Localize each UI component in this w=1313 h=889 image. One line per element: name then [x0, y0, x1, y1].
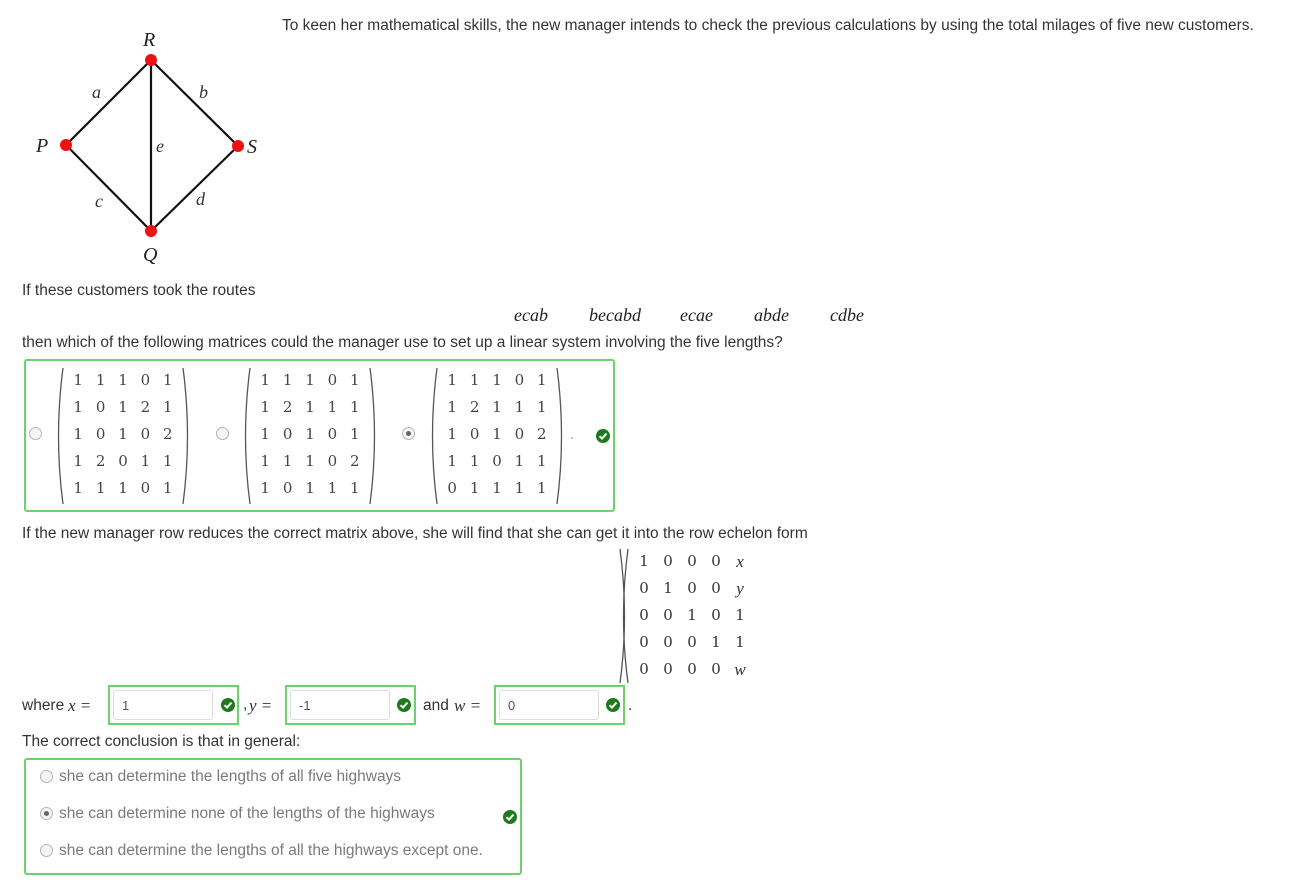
matrix-cell: 1: [163, 479, 173, 497]
matrix-row: [67, 475, 179, 502]
matrix-cell: 0: [663, 552, 673, 570]
matrix-cell: 1: [711, 633, 721, 651]
matrix-cell: 1: [282, 371, 293, 389]
matrix-cell: 1: [163, 371, 173, 389]
matrix-cell: 2: [140, 398, 151, 416]
matrix-option-3: [427, 367, 567, 505]
matrix-row: [632, 575, 752, 602]
matrix-question: then which of the following matrices could the manager use to set up a linear system involving the five lengths?: [22, 334, 783, 351]
matrix-cell: 2: [163, 425, 173, 443]
vertex-label-r: R: [143, 29, 156, 51]
edge-b: [151, 60, 238, 146]
matrix-cell: 1: [350, 425, 360, 443]
matrix-row: [254, 367, 366, 394]
vertex-label-s: S: [247, 136, 257, 158]
matrix-cell: 1: [118, 479, 128, 497]
where-end-dot: .: [628, 697, 633, 714]
matrix-cell: 0: [469, 425, 480, 443]
matrix-cell: 1: [537, 398, 547, 416]
matrix-row: [632, 629, 752, 656]
matrix-cell: 0: [639, 606, 649, 624]
matrix-cell: 2: [537, 425, 547, 443]
matrix-row: [441, 475, 553, 502]
matrix-cell: 1: [73, 452, 83, 470]
routes-intro: If these customers took the routes: [22, 282, 256, 299]
intro-text: To keen her mathematical skills, the new manager intends to check the previous calculations by using the total milages of five new customers.: [282, 17, 1254, 34]
matrix-cell: 1: [447, 398, 457, 416]
edge-label-d: d: [196, 189, 205, 209]
matrix-cell: 0: [687, 579, 697, 597]
edge-a: [66, 60, 151, 145]
matrix-cell: 1: [514, 398, 525, 416]
matrix-row: [632, 548, 752, 575]
conclusion-option-2-radio[interactable]: [40, 807, 53, 820]
matrix-cell: 1: [140, 452, 151, 470]
routes-list: [0, 305, 1313, 327]
vertex-label-p: P: [36, 135, 49, 157]
edge-label-a: a: [92, 82, 101, 102]
matrix-row: [67, 448, 179, 475]
x-label: x =: [68, 696, 92, 715]
matrix-cell: 1: [305, 371, 315, 389]
conclusion-option-1-label[interactable]: she can determine the lengths of all five highways: [59, 768, 402, 785]
matrix-row: [441, 367, 553, 394]
edge-label-b: b: [199, 82, 208, 102]
matrix-cell: 1: [469, 371, 480, 389]
vertex-s: [232, 140, 244, 152]
y-input[interactable]: [290, 690, 390, 720]
matrix-cell: 1: [282, 452, 293, 470]
x-correct-check-icon: [221, 698, 235, 712]
matrix-option-1: [53, 367, 193, 505]
matrix-cell: 1: [447, 371, 457, 389]
matrix-cell: 0: [514, 425, 525, 443]
matrix-cell: 1: [260, 479, 270, 497]
matrix-row: [632, 602, 752, 629]
matrix-cell: 0: [327, 452, 338, 470]
matrix-cell: 1: [163, 398, 173, 416]
edge-label-c: c: [95, 191, 103, 211]
matrix-cell: 1: [95, 479, 106, 497]
matrix-cell: 1: [492, 371, 502, 389]
matrix-correct-check-icon: [596, 429, 610, 443]
matrix-cell: 0: [687, 552, 697, 570]
matrix-cell: 0: [327, 425, 338, 443]
matrix-cell: 1: [735, 633, 745, 651]
matrix-row: [441, 421, 553, 448]
matrix-cell: 0: [447, 479, 457, 497]
left-paren: [427, 367, 439, 505]
matrix-cell: 1: [735, 606, 745, 624]
route-2: becabd: [589, 305, 641, 325]
matrix-cell: 0: [140, 479, 151, 497]
matrix-cell: 1: [118, 425, 128, 443]
matrix-cell: 1: [537, 452, 547, 470]
conclusion-option-3-radio[interactable]: [40, 844, 53, 857]
matrix-cell: 0: [140, 371, 151, 389]
matrix-cell: 1: [639, 552, 649, 570]
matrix-cell: 0: [118, 452, 128, 470]
echelon-intro: If the new manager row reduces the correct matrix above, she will find that she can get it into the row echelon form: [22, 525, 808, 542]
matrix-row: [254, 448, 366, 475]
matrix-cell: 1: [305, 398, 315, 416]
conclusion-option-1-radio[interactable]: [40, 770, 53, 783]
matrix-cell: 1: [514, 452, 525, 470]
matrix-row: [441, 448, 553, 475]
matrix-row: [632, 656, 752, 683]
matrix-cell: 0: [663, 633, 673, 651]
matrix-cell: 1: [163, 452, 173, 470]
matrix-cell: 1: [260, 398, 270, 416]
matrix-cell: 1: [73, 479, 83, 497]
matrix-cell: x: [736, 552, 744, 571]
matrix-cell: 0: [514, 371, 525, 389]
matrix-cell: 1: [350, 398, 360, 416]
matrix-cell: 0: [711, 660, 721, 678]
and-label: and: [423, 697, 449, 714]
matrix-cell: 1: [663, 579, 673, 597]
y-label: y =: [249, 696, 273, 715]
matrix-cell: 1: [537, 371, 547, 389]
right-paren: [555, 367, 567, 505]
x-input[interactable]: [113, 690, 213, 720]
conclusion-correct-check-icon: [503, 810, 517, 824]
matrix-cell: 0: [711, 579, 721, 597]
vertex-q: [145, 225, 157, 237]
matrix-cell: 1: [95, 371, 106, 389]
trailing-dot: .: [570, 426, 575, 443]
matrix-cell: 1: [260, 371, 270, 389]
matrix-cell: 2: [350, 452, 360, 470]
matrix-option-2-radio[interactable]: [216, 427, 229, 440]
matrix-cell: y: [736, 579, 744, 598]
matrix-cell: 1: [492, 398, 502, 416]
matrix-cell: 1: [260, 425, 270, 443]
matrix-cell: 0: [663, 606, 673, 624]
matrix-option-3-radio[interactable]: [402, 427, 415, 440]
matrix-cell: 1: [73, 425, 83, 443]
matrix-cell: 0: [711, 606, 721, 624]
matrix-cell: 0: [639, 633, 649, 651]
conclusion-option-3-label[interactable]: she can determine the lengths of all the highways except one.: [59, 842, 483, 859]
x-answer-box: [108, 685, 239, 725]
left-paren: [53, 367, 65, 505]
matrix-cell: 0: [95, 425, 106, 443]
matrix-cell: 0: [687, 633, 697, 651]
matrix-cell: 1: [73, 371, 83, 389]
w-input[interactable]: [499, 690, 599, 720]
matrix-cell: 0: [492, 452, 502, 470]
edge-d: [151, 146, 238, 231]
edge-c: [66, 145, 151, 231]
matrix-cell: 0: [711, 552, 721, 570]
matrix-cell: 1: [260, 452, 270, 470]
matrix-cell: 1: [492, 479, 502, 497]
vertex-r: [145, 54, 157, 66]
left-paren: [240, 367, 252, 505]
matrix-cell: 1: [514, 479, 525, 497]
matrix-cell: 1: [118, 398, 128, 416]
vertex-label-q: Q: [143, 244, 158, 266]
matrix-cell: 2: [282, 398, 293, 416]
matrix-cell: 0: [639, 579, 649, 597]
matrix-cell: 0: [95, 398, 106, 416]
matrix-row: [254, 421, 366, 448]
matrix-option-1-radio[interactable]: [29, 427, 42, 440]
right-paren: [618, 548, 630, 684]
matrix-cell: 1: [305, 452, 315, 470]
matrix-row: [67, 421, 179, 448]
echelon-matrix: [618, 548, 766, 684]
matrix-option-2: [240, 367, 380, 505]
matrix-cell: 0: [140, 425, 151, 443]
matrix-cell: 2: [95, 452, 106, 470]
right-paren: [368, 367, 380, 505]
matrix-cell: 1: [305, 425, 315, 443]
matrix-cell: 1: [305, 479, 315, 497]
route-3: ecae: [680, 305, 713, 325]
matrix-row: [254, 475, 366, 502]
matrix-cell: 1: [327, 479, 338, 497]
matrix-cell: 0: [687, 660, 697, 678]
matrix-cell: 1: [118, 371, 128, 389]
matrix-row: [441, 394, 553, 421]
vertex-p: [60, 139, 72, 151]
y-prefix: ,: [243, 696, 248, 713]
matrix-cell: 1: [492, 425, 502, 443]
matrix-cell: 1: [73, 398, 83, 416]
matrix-cell: 1: [350, 371, 360, 389]
matrix-cell: 1: [447, 452, 457, 470]
y-correct-check-icon: [397, 698, 411, 712]
matrix-cell: 0: [663, 660, 673, 678]
matrix-cell: 0: [639, 660, 649, 678]
matrix-cell: 1: [350, 479, 360, 497]
matrix-cell: 0: [282, 479, 293, 497]
matrix-row: [67, 367, 179, 394]
matrix-cell: 1: [469, 452, 480, 470]
w-correct-check-icon: [606, 698, 620, 712]
where-label: where: [22, 697, 65, 714]
conclusion-option-2-label[interactable]: she can determine none of the lengths of the highways: [59, 805, 435, 822]
route-5: cdbe: [830, 305, 864, 325]
matrix-cell: 0: [282, 425, 293, 443]
matrix-row: [67, 394, 179, 421]
route-1: ecab: [514, 305, 548, 325]
matrix-cell: 1: [327, 398, 338, 416]
matrix-cell: w: [734, 660, 746, 679]
w-label: w =: [454, 696, 482, 715]
graph-diagram: [20, 20, 280, 270]
conclusion-intro: The correct conclusion is that in general:: [22, 733, 301, 750]
matrix-cell: 1: [469, 479, 480, 497]
matrix-cell: 1: [537, 479, 547, 497]
matrix-cell: 2: [469, 398, 480, 416]
matrix-cell: 1: [687, 606, 697, 624]
route-4: abde: [754, 305, 789, 325]
right-paren: [181, 367, 193, 505]
matrix-cell: 0: [327, 371, 338, 389]
matrix-cell: 1: [447, 425, 457, 443]
edge-label-e: e: [156, 136, 164, 156]
matrix-row: [254, 394, 366, 421]
